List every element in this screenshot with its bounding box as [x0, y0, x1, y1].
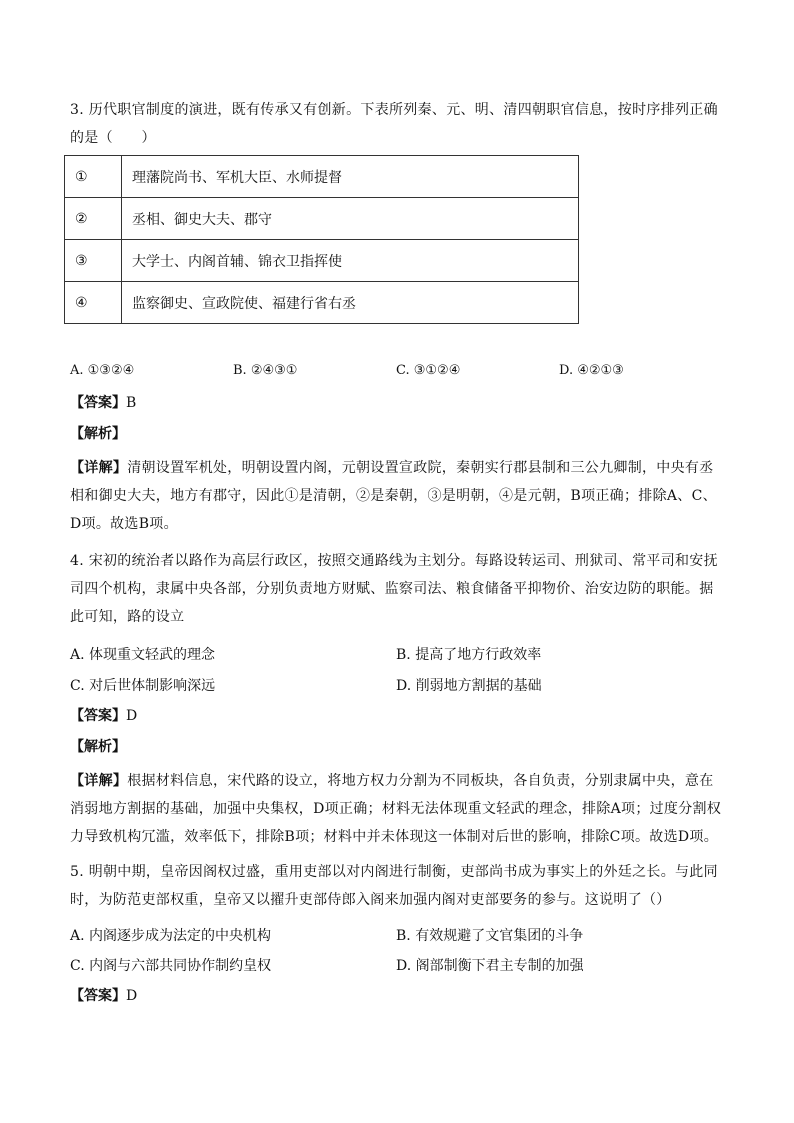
row-officials: 理藩院尚书、军机大臣、水师提督 — [122, 156, 579, 198]
q5-option-a: A. 内阁逐步成为法定的中央机构 — [70, 928, 272, 944]
q4-stem: 4. 宋初的统治者以路作为高层行政区，按照交通路线为主划分。每路设转运司、刑狱司、常平司和安抚司四个机构，隶属中央各部，分别负责地方财赋、监察司法、粮食储备平抑物价、治安边防的职能。据此可知，路的设立 — [70, 553, 718, 625]
answer-label: 【答案】 — [70, 708, 126, 724]
detail-label: 【详解】 — [70, 460, 128, 476]
table-row — [65, 156, 579, 198]
q5-answer — [70, 985, 137, 1007]
answer-label: 【答案】 — [70, 395, 126, 411]
q4-answer — [70, 705, 137, 727]
q3-detail — [70, 454, 725, 538]
detail-text: 根据材料信息，宋代路的设立，将地方权力分割为不同板块，各自负责，分别隶属中央，意在消弱地方割据的基础，加强中央集权，D项正确；材料无法体现重文轻武的理念，排除A项；过度分割权力导致机构冗滥，效率低下，排除B项；材料中并未体现这一体制对后世的影响，排除C项。故选D项。 — [70, 773, 722, 845]
q4-option-b: B. 提高了地方行政效率 — [396, 647, 542, 663]
q3-option-b: B. ②④③① — [233, 363, 298, 378]
row-number: ③ — [65, 240, 122, 282]
q3-stem: 3. 历代职官制度的演进，既有传承又有创新。下表所列秦、元、明、清四朝职官信息，按时序排列正确的是（ ） — [70, 102, 718, 146]
analysis-label: 【解析】 — [70, 426, 126, 442]
row-officials: 丞相、御史大夫、郡守 — [122, 198, 579, 240]
row-number: ② — [65, 198, 122, 240]
row-number: ④ — [65, 282, 122, 324]
q5-option-b: B. 有效规避了文官集团的斗争 — [396, 928, 584, 944]
analysis-label: 【解析】 — [70, 739, 126, 755]
q4-option-d: D. 削弱地方割据的基础 — [396, 678, 542, 694]
q3-analysis-label — [70, 423, 126, 445]
q5-stem: 5. 明朝中期，皇帝因阁权过盛，重用吏部以对内阁进行制衡，吏部尚书成为事实上的外廷之长。与此同时，为防范吏部权重，皇帝又以擢升吏部侍郎入阁来加强内阁对吏部要务的参与。这说明了（） — [70, 864, 718, 908]
detail-text: 清朝设置军机处，明朝设置内阁，元朝设置宣政院，秦朝实行郡县制和三公九卿制，中央有丞相和御史大夫，地方有郡守，因此①是清朝，②是秦朝，③是明朝，④是元朝，B项正确；排除A、C、D项。故选B项。 — [70, 460, 717, 532]
detail-label: 【详解】 — [70, 773, 128, 789]
q3-option-a: A. ①③②④ — [70, 363, 135, 378]
q5-option-c: C. 内阁与六部共同协作制约皇权 — [70, 958, 272, 974]
table-row — [65, 240, 579, 282]
table-row — [65, 198, 579, 240]
q3-option-d: D. ④②①③ — [559, 363, 624, 378]
table-row — [65, 282, 579, 324]
row-officials: 监察御史、宣政院使、福建行省右丞 — [122, 282, 579, 324]
row-officials: 大学士、内阁首辅、锦衣卫指挥使 — [122, 240, 579, 282]
answer-label: 【答案】 — [70, 988, 126, 1004]
answer-value: D — [126, 708, 138, 724]
q4-option-a: A. 体现重文轻武的理念 — [70, 647, 216, 663]
q3-option-c: C. ③①②④ — [396, 363, 461, 378]
officials-table — [64, 155, 579, 324]
q4-detail — [70, 767, 725, 851]
q5-option-d: D. 阁部制衡下君主专制的加强 — [396, 958, 584, 974]
answer-value: B — [126, 395, 137, 411]
q4-option-c: C. 对后世体制影响深远 — [70, 678, 216, 694]
q4-analysis-label — [70, 736, 126, 758]
answer-value: D — [126, 988, 138, 1004]
q3-answer — [70, 392, 136, 414]
row-number: ① — [65, 156, 122, 198]
